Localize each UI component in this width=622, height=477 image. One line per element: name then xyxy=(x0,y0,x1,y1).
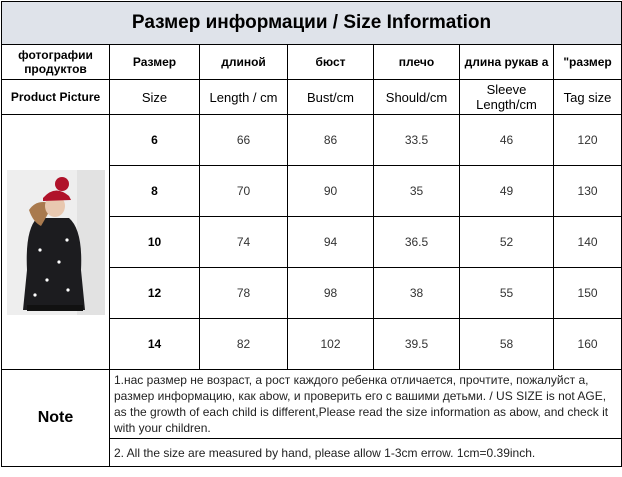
tag-cell: 140 xyxy=(554,217,622,268)
shoulder-cell: 35 xyxy=(374,166,460,217)
shoulder-cell: 38 xyxy=(374,268,460,319)
length-cell: 74 xyxy=(200,217,288,268)
tag-cell: 120 xyxy=(554,115,622,166)
product-photo xyxy=(7,170,105,315)
size-cell: 10 xyxy=(110,217,200,268)
shoulder-cell: 33.5 xyxy=(374,115,460,166)
product-picture-cell xyxy=(2,115,110,370)
length-cell: 70 xyxy=(200,166,288,217)
header-row-russian xyxy=(2,45,622,80)
bust-cell: 86 xyxy=(288,115,374,166)
table-title: Размер информации / Size Information xyxy=(2,2,622,45)
bust-cell: 94 xyxy=(288,217,374,268)
note-text-2: 2. All the size are measured by hand, please allow 1-3cm errow. 1cm=0.39inch. xyxy=(110,439,622,467)
size-table xyxy=(1,1,622,467)
sleeve-cell: 55 xyxy=(460,268,554,319)
header-ru-length: длиной xyxy=(200,45,288,80)
size-cell: 8 xyxy=(110,166,200,217)
header-en-shoulder: Should/cm xyxy=(374,80,460,115)
note-text-1: 1.нас размер не возраст, а рост каждого ребенка отличается, прочтите, пожалуйст а, размер информацию, как abow, и проверить его с вашими детьми. / US SIZE is not AGE, as the growth of each child is different,Please read the size information as abow, and check it with your children. xyxy=(110,370,622,439)
header-en-sleeve: Sleeve Length/cm xyxy=(460,80,554,115)
sleeve-cell: 58 xyxy=(460,319,554,370)
bust-cell: 98 xyxy=(288,268,374,319)
size-cell: 12 xyxy=(110,268,200,319)
note-row xyxy=(2,370,622,439)
bust-cell: 90 xyxy=(288,166,374,217)
header-ru-shoulder: плечо xyxy=(374,45,460,80)
length-cell: 66 xyxy=(200,115,288,166)
header-ru-size: Размер xyxy=(110,45,200,80)
size-cell: 6 xyxy=(110,115,200,166)
sleeve-cell: 49 xyxy=(460,166,554,217)
header-en-tag: Tag size xyxy=(554,80,622,115)
tag-cell: 150 xyxy=(554,268,622,319)
sleeve-cell: 46 xyxy=(460,115,554,166)
shoulder-cell: 39.5 xyxy=(374,319,460,370)
header-en-bust: Bust/cm xyxy=(288,80,374,115)
sleeve-cell: 52 xyxy=(460,217,554,268)
shoulder-cell: 36.5 xyxy=(374,217,460,268)
header-ru-sleeve: длина рукав а xyxy=(460,45,554,80)
length-cell: 78 xyxy=(200,268,288,319)
header-ru-tag: "размер xyxy=(554,45,622,80)
bust-cell: 102 xyxy=(288,319,374,370)
child-coat-icon xyxy=(7,170,105,315)
header-en-picture: Product Picture xyxy=(2,80,110,115)
header-en-length: Length / cm xyxy=(200,80,288,115)
size-cell: 14 xyxy=(110,319,200,370)
table-row xyxy=(2,115,622,166)
length-cell: 82 xyxy=(200,319,288,370)
tag-cell: 130 xyxy=(554,166,622,217)
header-ru-bust: бюст xyxy=(288,45,374,80)
header-ru-picture: фотографии продуктов xyxy=(2,45,110,80)
note-label: Note xyxy=(2,370,110,467)
header-en-size: Size xyxy=(110,80,200,115)
header-row-english xyxy=(2,80,622,115)
tag-cell: 160 xyxy=(554,319,622,370)
